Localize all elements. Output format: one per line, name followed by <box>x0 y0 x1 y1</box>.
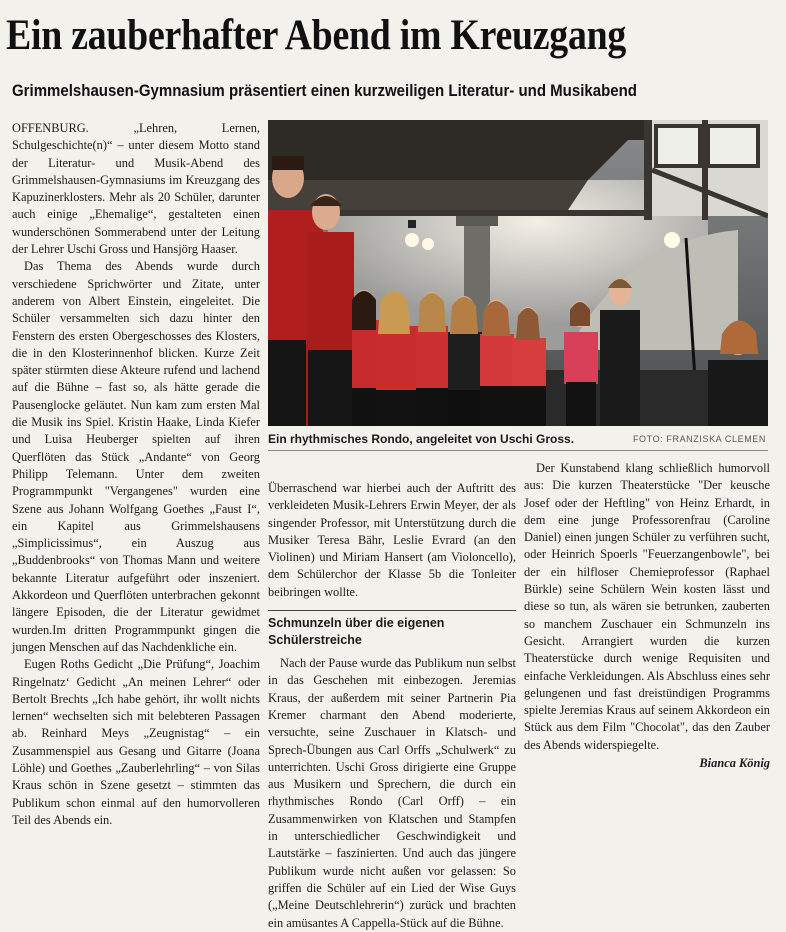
paragraph: Überraschend war hierbei auch der Auftritt des verkleideten Musik-Lehrers Erwin Meyer, der als singender Professor, mit Unterstützung durch die Musiker Teresa Bähr, Leslie Evrard (an den Violinen) und Miriam Hansert (am Violoncello), dem Schülerchor der Klasse 5b die Tonleiter beibringen wollte. <box>268 481 516 599</box>
paragraph: Das Thema des Abends wurde durch verschiedene Sprichwörter und Zitate, unter anderem von Albert Einstein, eingeleitet. Die Schüler versammelten sich dazu hinter den Fenstern des ersten Obergeschosses des Klosters, die in den Klosterinnenhof blicken. Kurze Zeit später stürmten diese Akteure rufend und lachend auf die Bühne – fast so, als hätte gerade die Pausenglocke geläutet. Nun kam zum ersten Mal die Musik ins Spiel. Kristin Haake, Linda Kiefer und Luisa Heuberger spielten auf ihren Querflöten das Stück „Andante“ von Georg Philipp Telemann. Unter dem zweiten Programmpunkt "Vergangenes" wurden eine Szene aus Johann Wolfgang Goethes „Faust I“, ein Kapitel aus Grimmelshausens „Simplicissimus“, ein Auszug aus „Buddenbrooks“ von Thomas Mann und weitere bekannte Literatur aufgeführt oder inszeniert. Akkordeon und Querflöten unterbrachen gekonnt längere Episoden, die der Literatur gewidmet wurden.Im dritten Programmpunkt gingen die jungen Menschen auf das Nachdenkliche ein. <box>12 259 260 654</box>
paragraph: Der Kunstabend klang schließlich humorvoll aus: Die kurzen Theaterstücke "Der keusche Josef oder der Heftling" von Heinz Erhardt, in dem eine junge Professorenfrau (Caroline Daniel) einen jungen Schüler zu verführen sucht, oder Heinrich Spoerls "Feuerzangenbowle", bei der ein hilfloser Chemieprofessor (Raphael Bürkle) seine Schülern Wein kosten lässt und diese so tun, als wären sie betrunken, zauberten so manchem Zuschauer ein Schmunzeln ins Gesicht. Arrangiert wurden die kurzen Theaterstücke durch wenige Requisiten und einfache Verkleidungen. Als Abschluss eines sehr gelungenen und fast dreistündigen Programms spielte Jeremias Kraus auf seinem Akkordeon ein Stück aus dem Film "Chocolat", das den Zauber des Abends widerspiegelte. <box>524 461 770 752</box>
paragraph: Eugen Roths Gedicht „Die Prüfung“, Joachim Ringelnatz‘ Gedicht „An meinen Lehrer“ oder Bertolt Brechts „Ich habe gehört, ihr wollt nichts lernen“ wechselten sich mit belebteren Passagen ab. Reinhard Meys „Zeugnistag“ – ein Zusammenspiel aus Gesang und Gitarre (Joana Löhle) und Goethes „Zauberlehrling“ – von Silas Kraus schön in Szene gesetzt – stimmten das Publikum schon einmal auf den humorvolleren Teil des Abends ein. <box>12 657 260 827</box>
choir-member <box>416 292 448 426</box>
photo-caption: Ein rhythmisches Rondo, angeleitet von Uschi Gross. <box>268 432 575 446</box>
article-photo <box>268 120 768 426</box>
photo-credit: FOTO: FRANZISKA CLEMEN <box>632 434 766 444</box>
subheadline: Grimmelshausen-Gymnasium präsentiert einen kurzweiligen Literatur- und Musikabend <box>12 82 637 100</box>
paragraph: Nach der Pause wurde das Publikum nun selbst in das Geschehen mit einbezogen. Jeremias Kraus, der außerdem mit seiner Partnerin Pia Kremer charmant den Abend moderierte, versuchte, seine Zuschauer in Klatsch- und Sprech-Übungen aus Carl Orffs „Schulwerk“ zu unterrichten. Uschi Gross dirigierte eine Gruppe aus Musikern und Sprechern, die durch ein rhythmisches Rondo (Carl Orff) – ein Zusammenwirken von Klatschen und Stampfen in unterschiedlicher Geschwindigkeit und Lautstärke – faszinierten. Und auch das jüngere Publikum wurde nicht außen vor gelassen: So griffen die Schüler auf ein Lied der Wise Guys („Meine Deutschlehrerin“) zurück und brachten ein amüsantes A Cappella-Stück auf die Bühne. <box>268 656 516 930</box>
author-byline: Bianca König <box>699 756 770 771</box>
section-heading: Schmunzeln über die eigenen Schülerstreiche <box>268 616 445 648</box>
section-divider <box>268 610 516 611</box>
headline: Ein zauberhafter Abend im Kreuzgang <box>6 12 627 59</box>
article-column-1 <box>12 120 260 829</box>
dateline: OFFENBURG. <box>12 121 89 135</box>
photo-caption-row <box>268 430 768 451</box>
article-column-2 <box>268 480 516 932</box>
article-column-3 <box>524 460 770 772</box>
choir-photo-illustration <box>268 120 768 426</box>
paragraph: OFFENBURG. „Lehren, Lernen, Schulgeschichte(n)“ – unter diesem Motto stand der Literatur- und Musik-Abend des Grimmelshausen-Gymnasiums im Kreuzgang des Kapuzinerklosters. Mehr als 20 Schüler, darunter auch einige „Ehemalige“, gestalteten einen wunderschönen Sommerabend unter der Leitung der Lehrer Uschi Gross und Hansjörg Haaser. <box>12 121 260 257</box>
